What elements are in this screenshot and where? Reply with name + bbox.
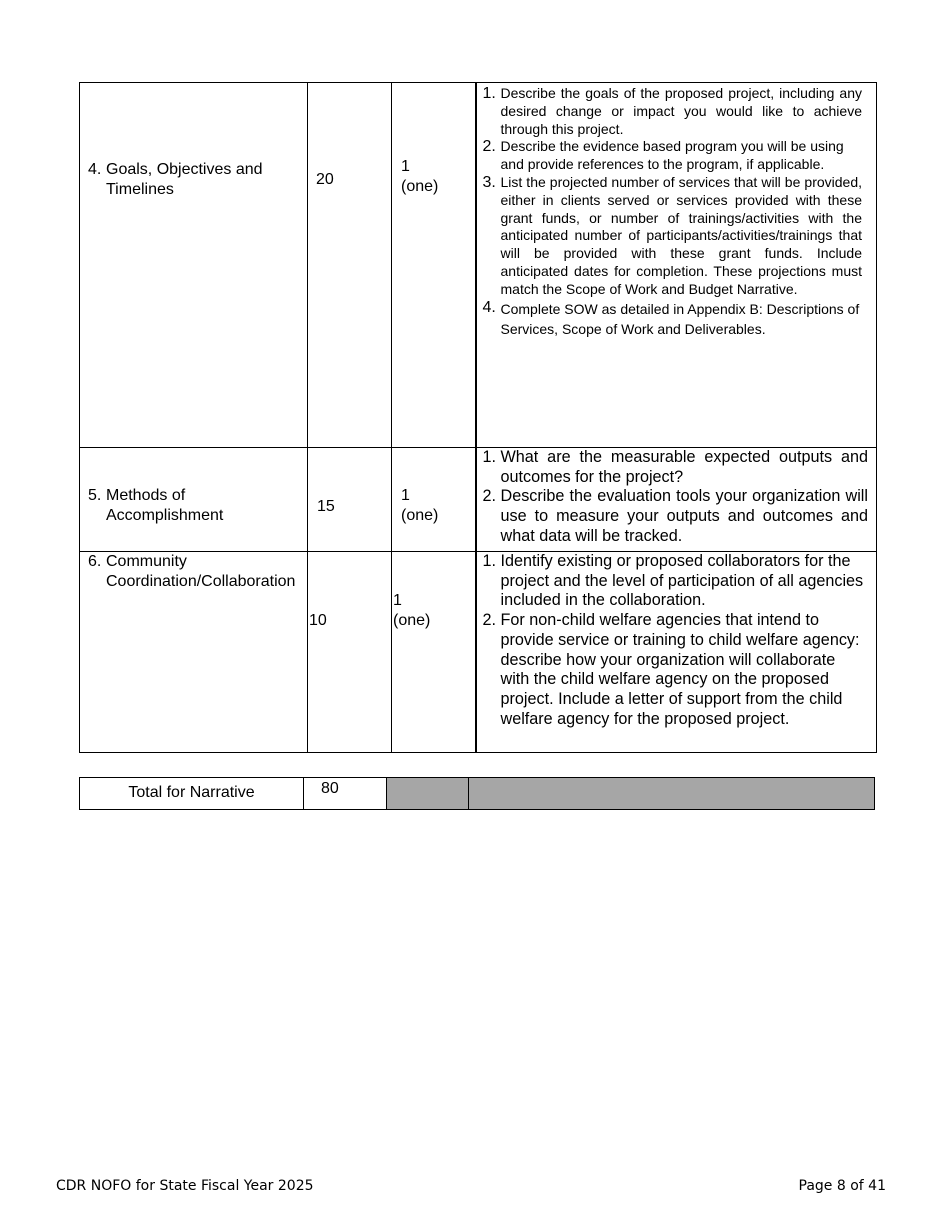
list-item [483,448,869,487]
item-number: 4. [482,298,496,316]
description-list [477,552,877,729]
item-text: Complete SOW as detailed in Appendix B: Descriptions of Services, Scope of Work and Deliverables. [500,300,860,337]
category-label: Accomplishment [106,507,224,524]
list-item [483,138,863,174]
category-number: 6. [88,553,102,570]
item-text: List the projected number of services that will be provided, either in clients served or services provided with these grant funds, or number of trainings/activities with the anticipated number of participants/activities/trainings that will be provided with these grant funds. Include anticipated dates for completion. These projections must match the Scope of Work and Budget Narrative. [500,173,862,297]
pages-value: (one) [393,612,431,629]
category-number: 4. [88,161,102,178]
list-item [483,487,869,546]
item-number: 2. [482,611,497,630]
total-points-cell [304,778,387,810]
list-item [483,299,863,339]
item-number: 2. [482,487,497,506]
item-text: Describe the evidence based program you will be using and provide references to the program, if applicable. [500,138,844,173]
gray-cell [469,778,875,810]
category-label: Timelines [106,181,174,198]
list-item [483,552,869,611]
item-number: 2. [482,138,496,156]
item-text: Describe the goals of the proposed project, including any desired change or impact you would like to achieve through this project. [500,85,862,137]
item-number: 1. [482,85,496,102]
points-cell [308,83,392,448]
category-label: Methods of [106,487,186,504]
item-text: Identify existing or proposed collaborators for the project and the level of participation of all agencies included in the collaboration. [500,552,864,610]
gray-cell [387,778,469,810]
table-row [80,83,877,448]
pages-value: 1 [393,592,402,609]
description-list [477,83,877,339]
points-cell [308,448,392,552]
description-cell [476,552,877,753]
category-label: Community [106,553,187,570]
item-text: Describe the evaluation tools your organization will use to measure your outputs and outcomes and what data will be tracked. [500,487,868,545]
list-item [483,85,863,138]
description-cell [476,83,877,448]
pages-cell [392,83,476,448]
pages-cell [392,552,476,753]
item-number: 1. [482,448,497,466]
pages-value: (one) [401,507,439,524]
item-text: For non-child welfare agencies that intend to provide service or training to child welfare agency: describe how your organization will collaborate with the child welfare agency on the proposed project. Include a letter of support from the child welfare agency for the proposed project. [500,611,860,728]
item-text: What are the measurable expected outputs and outcomes for the project? [500,448,868,486]
list-item [483,611,869,729]
pages-value: 1 [401,158,410,175]
criteria-table [79,82,877,753]
description-list [477,448,877,547]
category-label: Goals, Objectives and [106,161,263,178]
points-value: 15 [317,498,335,515]
total-table [79,777,875,810]
list-item [483,174,863,299]
total-row [80,778,875,810]
total-label: Total for Narrative [128,784,255,801]
total-points: 80 [321,780,339,797]
category-label: Coordination/Collaboration [106,573,296,590]
points-value: 20 [316,171,334,188]
points-cell [308,552,392,753]
pages-value: 1 [401,487,410,504]
item-number: 1. [482,552,497,570]
category-cell [80,552,308,753]
table-row [80,552,877,753]
category-cell [80,83,308,448]
pages-cell [392,448,476,552]
category-cell [80,448,308,552]
category-number: 5. [88,487,102,504]
points-value: 10 [309,612,327,629]
page-number: Page 8 of 41 [798,1178,886,1194]
description-cell [476,448,877,552]
pages-value: (one) [401,178,439,195]
total-label-cell [80,778,304,810]
footer-title: CDR NOFO for State Fiscal Year 2025 [56,1178,314,1194]
table-row [80,448,877,552]
item-number: 3. [482,173,496,191]
